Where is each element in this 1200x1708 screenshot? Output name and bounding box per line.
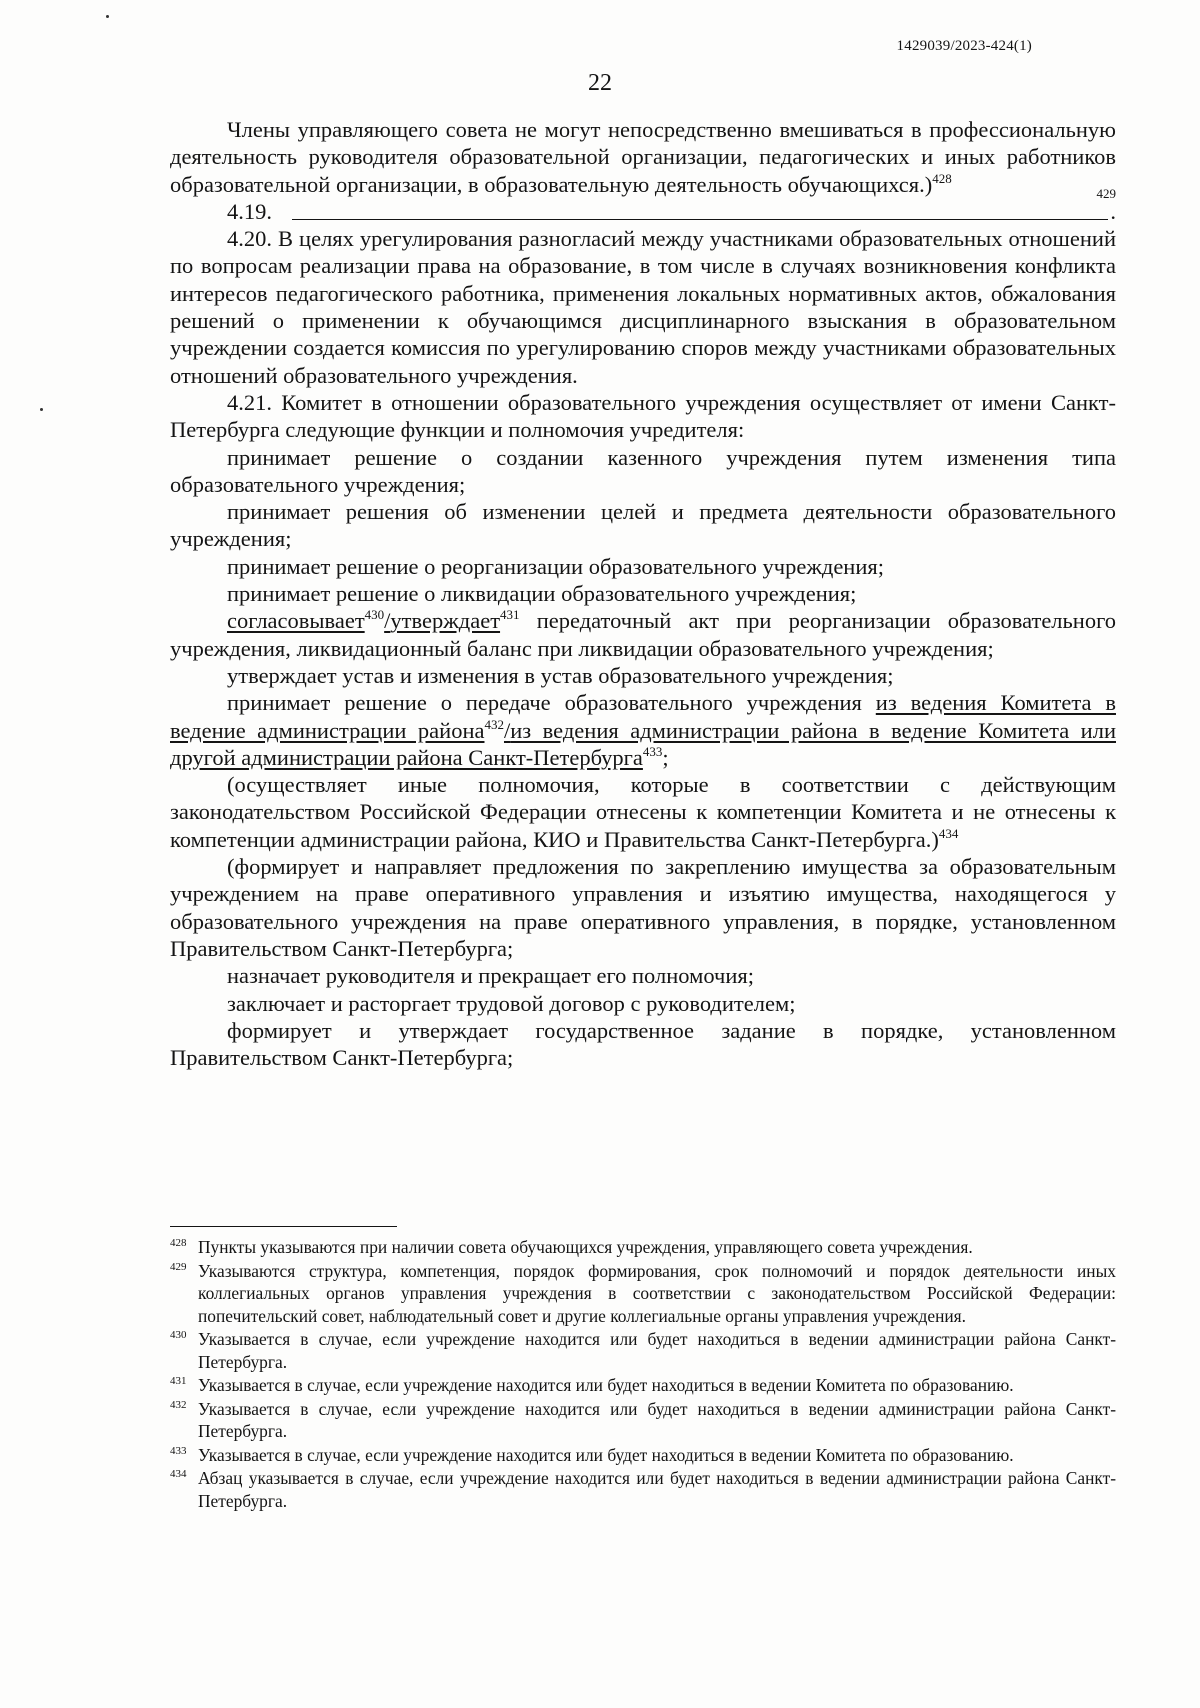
footnotes <box>170 1236 1116 1512</box>
paragraph: Члены управляющего совета не могут непосредственно вмешиваться в профессиональную деятельность руководителя образовательной организации, педагогических и иных работников образовательной организации, в образовательную деятельность обучающихся.)$^{428}$ <box>170 117 1116 197</box>
paragraph: 4.20. В целях урегулирования разногласий между участниками образовательных отношений по вопросам реализации права на образование, в том числе в случаях возникновения конфликта интересов педагогического работника, применения локальных нормативных актов, обжалования решений о применении к обучающимся дисциплинарного взыскания в образовательном учреждении создается комиссия по урегулированию споров между участниками образовательных отношений образовательного учреждения. <box>170 226 1116 388</box>
paragraph: 4.21. Комитет в отношении образовательного учреждения осуществляет от имени Санкт-Петербурга следующие функции и полномочия учредителя: <box>170 389 1116 443</box>
footnote: 433 Указывается в случае, если учреждение находится или будет находиться в ведении Комитета по образованию. <box>170 1444 1014 1465</box>
paragraph: принимает решение о ликвидации образовательного учреждения; <box>227 581 857 607</box>
paragraph: принимает решения об изменении целей и предмета деятельности образовательного учреждения; <box>170 499 1116 552</box>
paragraph: (осуществляет иные полномочия, которые в соответствии с действующим законодательством Российской Федерации отнесены к компетенции Комитета и не отнесены к компетенции администрации района, КИО и Правительства Санкт-Петербурга.)$^{434}$ <box>170 772 1116 852</box>
footnote-ref[interactable]: 434 <box>938 825 959 841</box>
footnote: 432 Указывается в случае, если учреждение находится или будет находиться в ведении администрации района Санкт-Петербурга. <box>170 1398 1116 1441</box>
scan-speck <box>40 408 43 411</box>
paragraph: формирует и утверждает государственное задание в порядке, установленном Правительством Санкт-Петербурга; <box>170 1017 1116 1071</box>
paragraph: принимает решение о передаче образовательного учреждения из ведения Комитета в ведение администрации района$^{432}$/из ведения администрации района в ведение Комитета или другой администрации района Санкт-Петербурга$^{433}$; <box>170 690 1116 770</box>
footnote: 430 Указывается в случае, если учреждение находится или будет находиться в ведении администрации района Санкт-Петербурга. <box>170 1329 1116 1372</box>
footnote-ref[interactable]: 428 <box>932 170 952 186</box>
document-id: 1429039/2023-424(1) <box>896 38 1032 54</box>
paragraph: заключает и расторгает трудовой договор с руководителем; <box>227 990 796 1016</box>
footnote: 428 Пункты указываются при наличии совета обучающихся учреждения, управляющего совета учреждения. <box>170 1237 973 1257</box>
document-body <box>170 116 1116 1071</box>
footnote: 434 Абзац указывается в случае, если учреждение находится или будет находиться в ведении администрации района Санкт-Петербурга. <box>170 1468 1116 1511</box>
footnote: 431 Указывается в случае, если учреждение находится или будет находиться в ведении Комитета по образованию. <box>170 1375 1014 1395</box>
paragraph: согласовывает$^{430}$/утверждает$^{431}$ передаточный акт при реорганизации образовательного учреждения, ликвидационный баланс при ликвидации образовательного учреждения; <box>170 607 1116 661</box>
footnote-ref[interactable]: 433 <box>642 743 663 759</box>
paragraph: принимает решение о реорганизации образовательного учреждения; <box>227 553 884 579</box>
footnote-ref[interactable]: 432 <box>484 716 504 732</box>
blank-clause-4-19: 4.19. . 429 <box>227 185 1116 224</box>
footnote-ref[interactable]: 431 <box>500 607 520 623</box>
clause-number: 4.19. <box>227 198 272 224</box>
page-number: 22 <box>588 70 612 96</box>
blank-fill-line <box>292 218 1108 220</box>
paragraph: (формирует и направляет предложения по закреплению имущества за образовательным учреждением на праве оперативного управления и изъятию имущества, находящегося у образовательного учреждения на праве оперативного управления, в порядке, установленном Правительством Санкт-Петербурга; <box>170 854 1116 961</box>
paragraph: утверждает устав и изменения в устав образовательного учреждения; <box>227 662 894 688</box>
paragraph: принимает решение о создании казенного учреждения путем изменения типа образовательного учреждения; <box>170 444 1116 497</box>
scan-speck <box>106 15 109 18</box>
paragraph: назначает руководителя и прекращает его полномочия; <box>227 963 754 989</box>
footnote: 429 Указываются структура, компетенция, порядок формирования, срок полномочий и порядок деятельности иных коллегиальных органов управления учреждения в соответствии с законодательством Российской Федерации: попечительский совет, наблюдательный совет и другие коллегиальные органы управления учреждения. <box>170 1260 1116 1326</box>
footnote-separator <box>170 1226 397 1227</box>
footnote-ref[interactable]: 430 <box>364 607 385 623</box>
